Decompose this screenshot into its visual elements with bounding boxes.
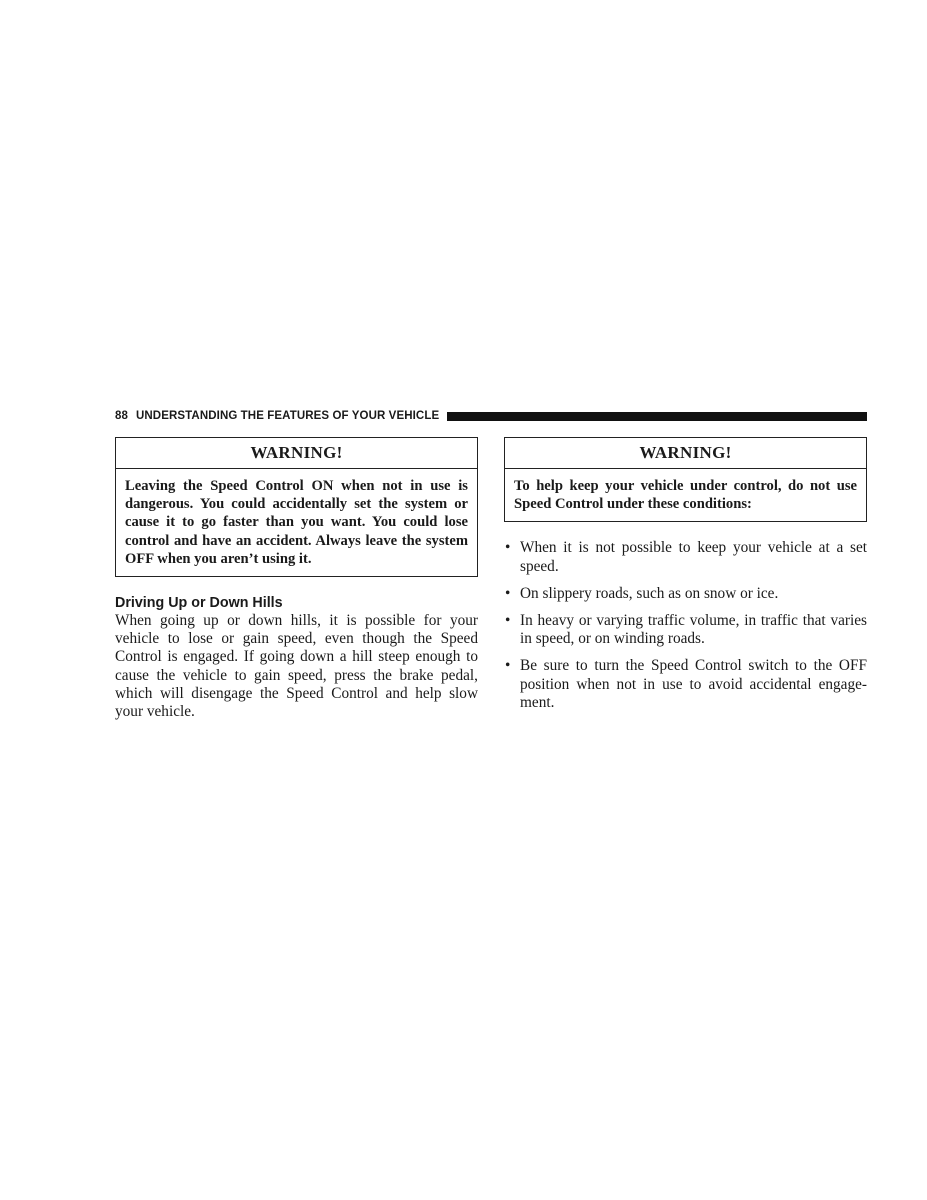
list-item — [504, 539, 867, 575]
list-item — [504, 612, 867, 648]
bullet-icon: • — [505, 657, 511, 675]
warning-title: WARNING! — [116, 438, 477, 469]
page-number: 88 — [115, 410, 128, 422]
list-item — [504, 585, 867, 603]
section-subheading: Driving Up or Down Hills — [115, 595, 283, 612]
list-item-text: On slippery roads, such as on snow or ice. — [520, 584, 779, 602]
list-item-text: In heavy or varying traffic volume, in traffic that varies in speed, or on winding roads. — [520, 612, 867, 648]
list-item-text: Be sure to turn the Speed Control switch to the OFF position when not in use to avoid accidental engage- ment. — [520, 657, 867, 711]
bullet-icon: • — [505, 584, 511, 602]
list-item-text: When it is not possible to keep your vehicle at a set speed. — [520, 539, 867, 575]
bullet-icon: • — [505, 539, 511, 557]
warning-title: WARNING! — [505, 438, 866, 469]
warning-text: Leaving the Speed Control ON when not in use is dangerous. You could accidentally set the system or cause it to go faster than you want. You could lose control and have an accident. Always leave the system OFF when you aren’t using it. — [125, 478, 468, 567]
page-header — [115, 408, 867, 424]
warning-text: To help keep your vehicle under control, do not use Speed Control under these conditions: — [514, 478, 857, 513]
right-column — [504, 437, 867, 721]
warning-box-right — [504, 437, 867, 522]
conditions-list — [504, 539, 867, 712]
bullet-icon: • — [505, 612, 511, 630]
warning-box-left — [115, 437, 478, 577]
list-item — [504, 657, 867, 712]
section-title: UNDERSTANDING THE FEATURES OF YOUR VEHICLE — [136, 410, 440, 422]
left-column — [115, 437, 478, 721]
body-paragraph: When going up or down hills, it is possible for your vehicle to lose or gain speed, even though the Speed Control is engaged. If going down a hill steep enough to cause the vehicle to gain speed, press the brake pedal, which will disengage the Speed Control and help slow your vehicle. — [115, 612, 478, 721]
header-rule — [447, 412, 867, 421]
